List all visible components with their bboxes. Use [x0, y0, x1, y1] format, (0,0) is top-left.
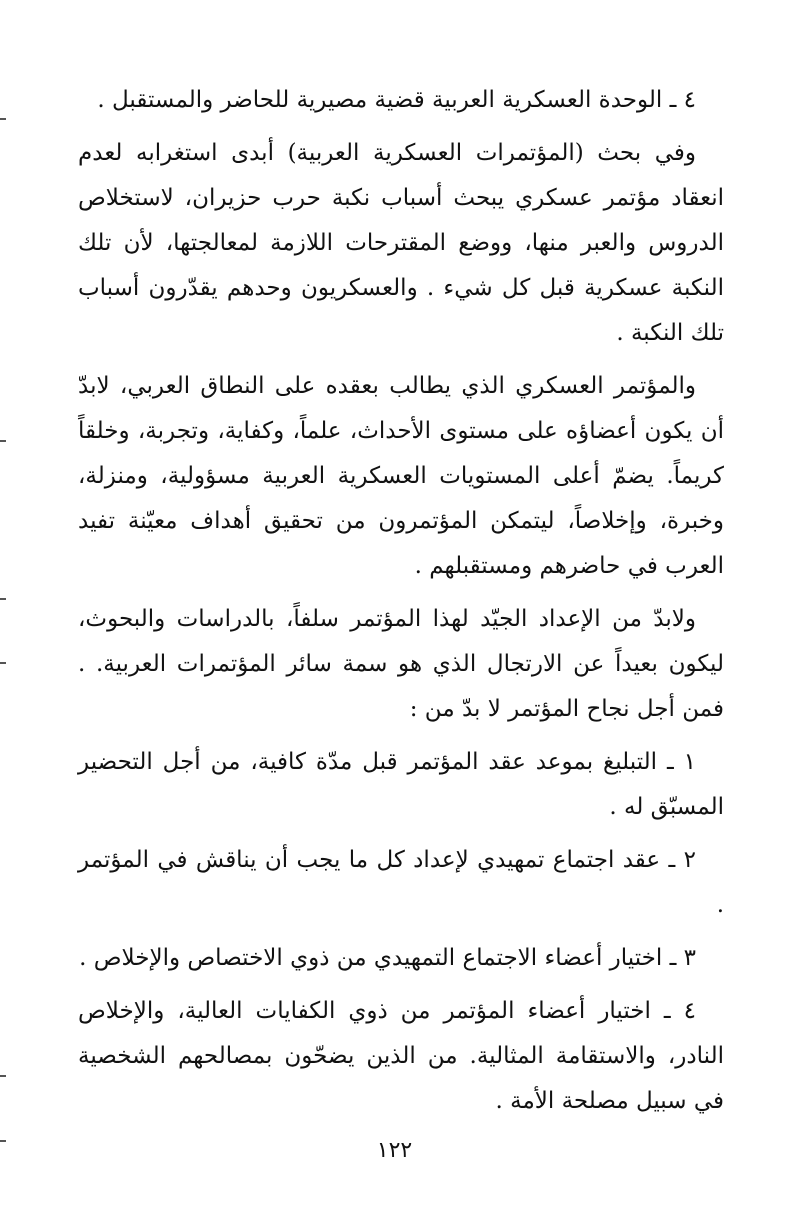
- scan-edge-mark: [0, 662, 6, 664]
- scan-edge-mark: [0, 440, 6, 442]
- scan-edge-mark: [0, 118, 6, 120]
- page-number: ١٢٢: [376, 1138, 413, 1163]
- list-item-4: ٤ ـ اختيار أعضاء المؤتمر من ذوي الكفايات العالية، والإخلاص النادر، والاستقامة المثالية. من الذين يضحّون بمصالحهم الشخصية في سبيل مصلحة الأمة .: [78, 998, 724, 1114]
- paragraph-conferences: وفي بحث (المؤتمرات العسكرية العربية) أبدى استغرابه لعدم انعقاد مؤتمر عسكري يبحث أسباب نكبة حرب حزيران، لاستخلاص الدروس والعبر منها، ووضع المقترحات اللازمة لمعالجتها، لأن تلك النكبة عسكرية قبل كل شيء . والعسكريون وحدهم يقدّرون أسباب تلك النكبة .: [78, 140, 724, 346]
- list-item-2: ٢ ـ عقد اجتماع تمهيدي لإعداد كل ما يجب أن يناقش في المؤتمر .: [78, 847, 724, 918]
- page-body: [78, 78, 724, 1132]
- list-item-4-unity: ٤ ـ الوحدة العسكرية العربية قضية مصيرية للحاضر والمستقبل .: [97, 87, 696, 113]
- scan-edge-mark: [0, 1075, 6, 1077]
- list-item-3: ٣ ـ اختيار أعضاء الاجتماع التمهيدي من ذوي الاختصاص والإخلاص .: [79, 945, 696, 971]
- paragraph-conference-members: والمؤتمر العسكري الذي يطالب بعقده على النطاق العربي، لابدّ أن يكون أعضاؤه على مستوى الأحداث، علماً، وكفاية، وتجربة، وخلقاً كريماً. يضمّ أعلى المستويات العسكرية العربية مسؤولية، ومنزلة، وخبرة، وإخلاصاً، ليتمكن المؤتمرون من تحقيق أهداف معيّنة تفيد العرب في حاضرهم ومستقبلهم .: [78, 373, 724, 579]
- list-item-1: ١ ـ التبليغ بموعد عقد المؤتمر قبل مدّة كافية، من أجل التحضير المسبّق له .: [78, 749, 724, 820]
- paragraph-preparation: ولابدّ من الإعداد الجيّد لهذا المؤتمر سلفاً، بالدراسات والبحوث، ليكون بعيداً عن الارتجال الذي هو سمة سائر المؤتمرات العربية. . فمن أجل نجاح المؤتمر لا بدّ من :: [78, 606, 724, 722]
- scan-edge-mark: [0, 1140, 6, 1142]
- scan-edge-mark: [0, 598, 6, 600]
